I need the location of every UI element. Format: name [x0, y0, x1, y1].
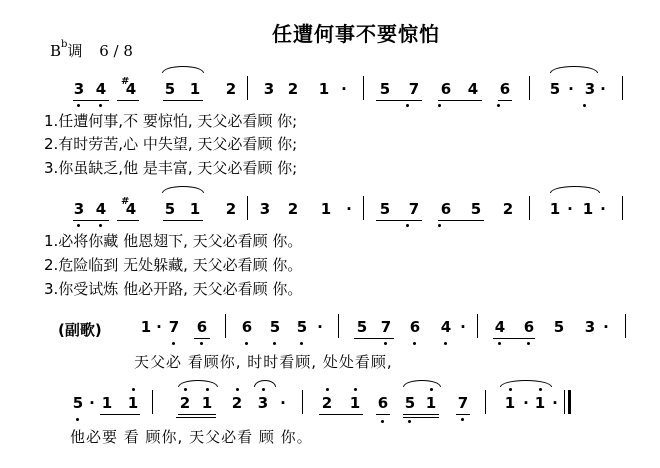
note: 2 — [179, 394, 191, 412]
beam — [163, 220, 203, 221]
low-octave-dot — [76, 418, 79, 421]
note: 3 — [257, 394, 269, 412]
note: 5 — [164, 80, 176, 98]
note: 4 — [125, 200, 137, 218]
high-octave-dot — [509, 388, 512, 391]
beam — [456, 414, 470, 415]
note: 3 — [73, 80, 85, 98]
barline — [625, 314, 626, 338]
note: 7 — [380, 318, 392, 336]
low-octave-dot — [406, 224, 409, 227]
augmentation-dot: · — [460, 318, 466, 336]
note: 3 — [73, 200, 85, 218]
low-octave-dot — [583, 104, 586, 107]
note: 6 — [241, 318, 253, 336]
low-octave-dot — [408, 420, 411, 423]
key-flat: b — [61, 39, 68, 50]
note: 2 — [225, 200, 237, 218]
lyric-verse2-line1: 2.有时劳苦,心 中失望, 天父必看顾 你; — [44, 135, 298, 153]
note: 5 — [379, 80, 391, 98]
note: 7 — [408, 80, 420, 98]
high-octave-dot — [206, 388, 209, 391]
note: 2 — [225, 80, 237, 98]
high-octave-dot — [262, 388, 265, 391]
final-barline — [568, 390, 571, 414]
sharp-sign: # — [121, 196, 130, 207]
barline — [152, 390, 153, 414]
lyric-verse2-line2: 2.危险临到 无处躲藏, 天父必看顾 你。 — [44, 256, 303, 274]
augmentation-dot: · — [552, 394, 558, 412]
slur — [162, 186, 204, 193]
note: 6 — [499, 80, 511, 98]
barline — [363, 196, 364, 220]
note: 5 — [269, 318, 281, 336]
low-octave-dot — [444, 342, 447, 345]
note: 2 — [231, 394, 243, 412]
lyric-refrain-line1: 天父必 看顾你, 时时看顾, 处处看顾, — [134, 353, 393, 371]
augmentation-dot: · — [523, 394, 529, 412]
high-octave-dot — [132, 388, 135, 391]
beam — [498, 100, 512, 101]
barline — [622, 196, 623, 220]
augmentation-dot: · — [341, 80, 347, 98]
note: 1 — [582, 200, 594, 218]
note: 3 — [263, 80, 275, 98]
high-octave-dot — [539, 388, 542, 391]
high-octave-dot — [236, 388, 239, 391]
low-octave-dot — [498, 342, 501, 345]
beam — [194, 338, 210, 339]
barline — [529, 76, 530, 100]
note: 2 — [287, 200, 299, 218]
refrain-label: (副歌) — [58, 321, 102, 339]
key-word: 调 — [67, 42, 83, 60]
augmentation-dot: · — [600, 80, 606, 98]
lyric-verse3-line2: 3.你受试炼 他必开路, 天父必看顾 你。 — [44, 280, 303, 298]
note: 3 — [584, 80, 596, 98]
beam — [100, 414, 140, 415]
augmentation-dot: · — [280, 394, 286, 412]
note: 1 — [189, 200, 201, 218]
note: 5 — [553, 318, 565, 336]
beam — [376, 414, 390, 415]
beam — [117, 100, 139, 101]
slur — [550, 186, 600, 193]
note: 7 — [408, 200, 420, 218]
slur — [403, 380, 441, 387]
note: 4 — [467, 80, 479, 98]
note: 1 — [101, 394, 113, 412]
barline — [564, 390, 565, 414]
lyric-verse3-line1: 3.你虽缺乏,他 是丰富, 天父必看顾 你; — [44, 159, 298, 177]
sharp-sign: # — [121, 76, 130, 87]
beam — [117, 220, 139, 221]
high-octave-dot — [354, 388, 357, 391]
note: 7 — [168, 318, 180, 336]
note: 5 — [296, 318, 308, 336]
beam — [403, 414, 439, 415]
low-octave-dot — [172, 342, 175, 345]
note: 6 — [377, 394, 389, 412]
slur — [254, 380, 276, 387]
low-octave-dot — [406, 104, 409, 107]
key-signature — [50, 40, 133, 61]
note: 1 — [425, 394, 437, 412]
beam — [176, 417, 216, 418]
note: 2 — [321, 394, 333, 412]
barline — [225, 314, 226, 338]
low-octave-dot — [461, 418, 464, 421]
note: 2 — [502, 200, 514, 218]
barline — [247, 76, 248, 100]
beam — [376, 220, 422, 221]
low-octave-dot — [497, 104, 500, 107]
low-octave-dot — [200, 342, 203, 345]
low-octave-dot — [245, 342, 248, 345]
beam — [73, 100, 109, 101]
note: 5 — [72, 394, 84, 412]
note: 1 — [140, 318, 152, 336]
note: 1 — [318, 80, 330, 98]
note: 6 — [196, 318, 208, 336]
note: 4 — [494, 318, 506, 336]
barline — [363, 76, 364, 100]
song-title: 任遭何事不要惊怕 — [272, 22, 440, 46]
note: 4 — [95, 200, 107, 218]
slur — [550, 66, 598, 73]
beam — [438, 220, 484, 221]
note: 7 — [457, 394, 469, 412]
barline — [338, 314, 339, 338]
slur — [178, 380, 218, 387]
lyric-refrain-line2: 他必要 看 顾你, 天父必看 顾 你。 — [70, 428, 313, 446]
beam — [354, 338, 394, 339]
barline — [622, 76, 623, 100]
low-octave-dot — [438, 104, 441, 107]
beam — [73, 220, 109, 221]
note: 4 — [440, 318, 452, 336]
low-octave-dot — [77, 224, 80, 227]
augmentation-dot: · — [317, 318, 323, 336]
note: 4 — [95, 80, 107, 98]
augmentation-dot: · — [600, 200, 606, 218]
note: 1 — [534, 394, 546, 412]
note: 5 — [356, 318, 368, 336]
note: 5 — [549, 80, 561, 98]
note: 4 — [125, 80, 137, 98]
low-octave-dot — [99, 104, 102, 107]
note: 5 — [164, 200, 176, 218]
augmentation-dot: · — [603, 318, 609, 336]
low-octave-dot — [438, 224, 441, 227]
high-octave-dot — [430, 388, 433, 391]
low-octave-dot — [413, 342, 416, 345]
high-octave-dot — [326, 388, 329, 391]
low-octave-dot — [273, 342, 276, 345]
note: 1 — [320, 200, 332, 218]
low-octave-dot — [77, 104, 80, 107]
high-octave-dot — [184, 388, 187, 391]
augmentation-dot: · — [567, 200, 573, 218]
low-octave-dot — [381, 420, 384, 423]
beam — [438, 100, 482, 101]
note: 1 — [549, 200, 561, 218]
beam — [493, 338, 535, 339]
slur — [500, 380, 552, 387]
note: 5 — [379, 200, 391, 218]
note: 6 — [440, 80, 452, 98]
augmentation-dot: · — [568, 80, 574, 98]
barline — [247, 196, 248, 220]
low-octave-dot — [384, 342, 387, 345]
note: 1 — [349, 394, 361, 412]
beam — [319, 414, 363, 415]
augmentation-dot: · — [89, 394, 95, 412]
barline — [485, 390, 486, 414]
note: 3 — [259, 200, 271, 218]
augmentation-dot: · — [346, 200, 352, 218]
barline — [477, 314, 478, 338]
augmentation-dot: · — [156, 318, 162, 336]
note: 1 — [504, 394, 516, 412]
note: 2 — [287, 80, 299, 98]
key-letter: B — [50, 42, 62, 60]
time-signature: 6 / 8 — [99, 42, 133, 60]
note: 5 — [470, 200, 482, 218]
note: 5 — [404, 394, 416, 412]
barline — [529, 196, 530, 220]
note: 1 — [201, 394, 213, 412]
beam — [376, 100, 422, 101]
note: 3 — [584, 318, 596, 336]
beam — [178, 414, 216, 415]
note: 6 — [523, 318, 535, 336]
lyric-verse1-line2: 1.必将你藏 他恩翅下, 天父必看顾 你。 — [44, 232, 303, 250]
beam — [163, 100, 203, 101]
note: 6 — [440, 200, 452, 218]
lyric-verse1-line1: 1.任遭何事,不 要惊怕, 天父必看顾 你; — [44, 112, 298, 130]
note: 1 — [189, 80, 201, 98]
beam — [403, 417, 439, 418]
note: 1 — [127, 394, 139, 412]
barline — [302, 390, 303, 414]
low-octave-dot — [99, 224, 102, 227]
note: 6 — [409, 318, 421, 336]
slur — [162, 66, 204, 73]
low-octave-dot — [527, 342, 530, 345]
low-octave-dot — [300, 342, 303, 345]
